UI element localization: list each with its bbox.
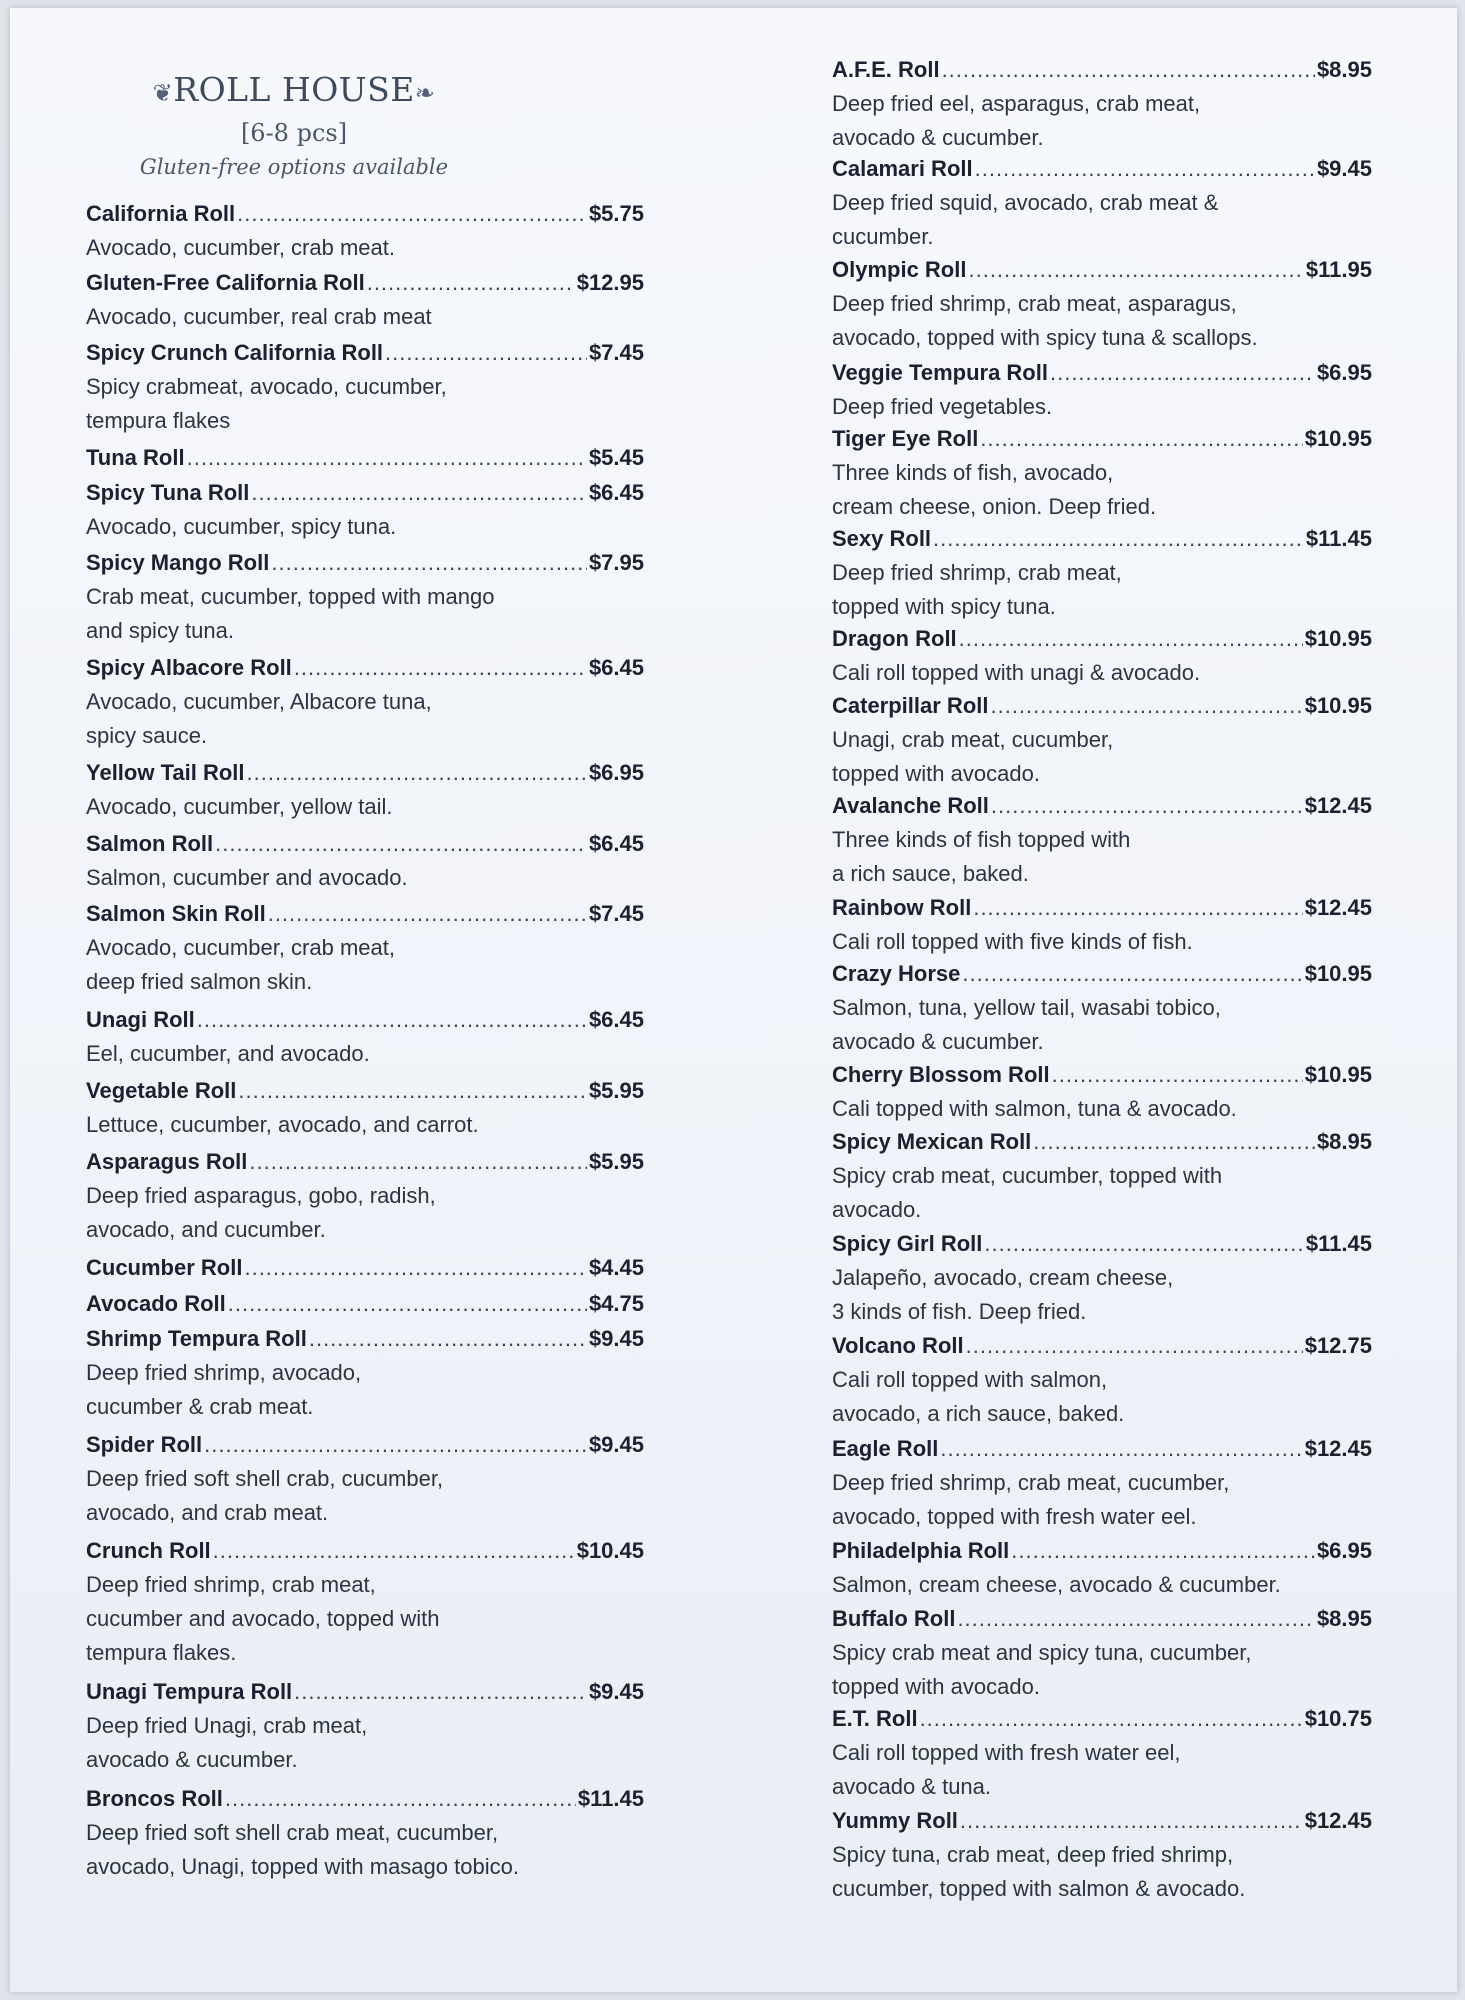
- menu-item-name: Cucumber Roll: [86, 1255, 243, 1280]
- menu-item-description: Deep fried soft shell crab, cucumber, avocado, and crab meat.: [86, 1466, 444, 1525]
- menu-item-description: Spicy crab meat and spicy tuna, cucumber, topped with avocado.: [832, 1640, 1252, 1699]
- menu-item-name: Broncos Roll: [86, 1786, 223, 1811]
- menu-item-name: Calamari Roll: [832, 156, 973, 181]
- menu-item-description: Deep fried squid, avocado, crab meat & cucumber.: [832, 190, 1219, 249]
- menu-item-name: Sexy Roll: [832, 526, 932, 551]
- menu-item-name: Spicy Mango Roll: [86, 550, 270, 575]
- menu-item-description: Jalapeño, avocado, cream cheese, 3 kinds of fish. Deep fried.: [832, 1265, 1174, 1324]
- menu-item-name: Caterpillar Roll: [832, 693, 989, 718]
- menu-item-name: Spicy Mexican Roll: [832, 1129, 1032, 1154]
- menu-item: [86, 826, 646, 895]
- menu-item-description: Deep fried shrimp, avocado, cucumber & crab meat.: [86, 1360, 362, 1419]
- menu-item-price: $6.45: [588, 655, 644, 680]
- menu-item-description: Deep fried shrimp, crab meat, cucumber, avocado, topped with fresh water eel.: [832, 1470, 1230, 1529]
- menu-item-row: [832, 355, 1372, 390]
- menu-item: [86, 1250, 646, 1285]
- menu-item-row: [832, 1601, 1372, 1636]
- menu-item-row: [832, 1057, 1372, 1092]
- menu-item: [86, 1533, 646, 1670]
- menu-item-name: Avocado Roll: [86, 1291, 226, 1316]
- menu-item-price: $6.45: [588, 480, 644, 505]
- menu-item-name: Rainbow Roll: [832, 895, 972, 920]
- dot-leader: [187, 440, 587, 475]
- dot-leader: [980, 421, 1302, 456]
- menu-item-description: Deep fried shrimp, crab meat, asparagus, avocado, topped with spicy tuna & scallops.: [832, 291, 1258, 350]
- menu-item-row: [86, 650, 644, 685]
- menu-item-row: [86, 1286, 644, 1321]
- ornament-left-icon: ❦: [152, 79, 174, 107]
- menu-item-price: $7.45: [588, 340, 644, 365]
- menu-item-name: Salmon Roll: [86, 831, 214, 856]
- dot-leader: [959, 621, 1303, 656]
- dot-leader: [228, 1286, 587, 1321]
- menu-item-row: [832, 956, 1372, 991]
- menu-item-description: Avocado, cucumber, crab meat, deep fried salmon skin.: [86, 935, 395, 994]
- menu-item-price: $7.45: [588, 901, 644, 926]
- menu-item-name: Asparagus Roll: [86, 1149, 248, 1174]
- menu-item-description: Salmon, cucumber and avocado.: [86, 865, 408, 890]
- menu-item-price: $4.75: [588, 1291, 644, 1316]
- menu-item: [832, 1124, 1372, 1227]
- menu-item: [86, 1674, 646, 1777]
- menu-item-description: Eel, cucumber, and avocado.: [86, 1041, 370, 1066]
- menu-item: [86, 1321, 646, 1424]
- menu-item-price: $12.75: [1304, 1333, 1372, 1358]
- menu-item: [86, 265, 646, 334]
- dot-leader: [249, 1144, 587, 1179]
- menu-item-name: Vegetable Roll: [86, 1078, 237, 1103]
- dot-leader: [966, 1328, 1303, 1363]
- dot-leader: [237, 196, 587, 231]
- menu-item-description: Avocado, cucumber, yellow tail.: [86, 794, 393, 819]
- menu-item-description: Deep fried eel, asparagus, crab meat, avocado & cucumber.: [832, 91, 1201, 150]
- dot-leader: [1033, 1124, 1315, 1159]
- menu-item-price: $9.45: [588, 1432, 644, 1457]
- menu-item-price: $11.45: [577, 1786, 644, 1811]
- menu-item-description: Cali roll topped with unagi & avocado.: [832, 660, 1201, 685]
- dot-leader: [215, 826, 587, 861]
- dot-leader: [942, 52, 1315, 87]
- menu-item-row: [832, 1124, 1372, 1159]
- menu-item-price: $12.45: [1304, 1808, 1372, 1833]
- menu-item-name: Crunch Roll: [86, 1538, 211, 1563]
- menu-item-row: [86, 1144, 644, 1179]
- dot-leader: [204, 1427, 587, 1462]
- menu-item: [832, 1431, 1372, 1534]
- menu-item-row: [832, 788, 1372, 823]
- menu-item-name: Gluten-Free California Roll: [86, 270, 365, 295]
- menu-item: [832, 1057, 1372, 1126]
- menu-item-description: Deep fried asparagus, gobo, radish, avocado, and cucumber.: [86, 1183, 436, 1242]
- menu-item-name: Yellow Tail Roll: [86, 760, 245, 785]
- menu-item-price: $11.45: [1305, 1231, 1372, 1256]
- menu-item-row: [86, 265, 644, 300]
- menu-item-description: Spicy crabmeat, avocado, cucumber, tempura flakes: [86, 374, 447, 433]
- menu-item-description: Lettuce, cucumber, avocado, and carrot.: [86, 1112, 479, 1137]
- menu-item-row: [832, 151, 1372, 186]
- menu-item-row: [832, 1803, 1372, 1838]
- dot-leader: [244, 1250, 586, 1285]
- section-title-text: ROLL HOUSE: [173, 70, 415, 109]
- menu-item-description: Deep fried Unagi, crab meat, avocado & cucumber.: [86, 1713, 368, 1772]
- menu-item-name: Buffalo Roll: [832, 1606, 956, 1631]
- menu-item-price: $6.95: [588, 760, 644, 785]
- gluten-free-note: Gluten-free options available: [139, 155, 449, 179]
- menu-item-row: [832, 252, 1372, 287]
- dot-leader: [197, 1002, 587, 1037]
- menu-item: [832, 1601, 1372, 1704]
- menu-item-row: [832, 621, 1372, 656]
- menu-item-description: Deep fried soft shell crab meat, cucumber, avocado, Unagi, topped with masago tobico.: [86, 1820, 519, 1879]
- menu-item: [832, 252, 1372, 355]
- dot-leader: [247, 755, 587, 790]
- menu-item-price: $10.95: [1304, 693, 1372, 718]
- menu-item-name: Olympic Roll: [832, 257, 967, 282]
- menu-item: [86, 475, 646, 544]
- menu-item: [832, 621, 1372, 690]
- dot-leader: [1050, 355, 1315, 390]
- menu-item-row: [86, 1073, 644, 1108]
- menu-item-name: Veggie Tempura Roll: [832, 360, 1048, 385]
- menu-item-row: [832, 688, 1372, 723]
- menu-item-row: [832, 52, 1372, 87]
- menu-item-description: Avocado, cucumber, spicy tuna.: [86, 514, 397, 539]
- menu-item: [86, 1427, 646, 1530]
- menu-item-name: Eagle Roll: [832, 1436, 939, 1461]
- menu-item: [86, 1002, 646, 1071]
- menu-item-name: Crazy Horse: [832, 961, 961, 986]
- menu-item-price: $6.95: [1316, 1538, 1372, 1563]
- menu-item-price: $5.95: [588, 1149, 644, 1174]
- menu-item-row: [86, 1427, 644, 1462]
- menu-item-price: $8.95: [1316, 1129, 1372, 1154]
- menu-item-row: [832, 890, 1372, 925]
- menu-item-description: Avocado, cucumber, Albacore tuna, spicy sauce.: [86, 689, 432, 748]
- menu-item-price: $6.45: [588, 1007, 644, 1032]
- dot-leader: [968, 252, 1303, 287]
- menu-item: [86, 440, 646, 475]
- dot-leader: [271, 545, 587, 580]
- dot-leader: [309, 1321, 587, 1356]
- menu-item: [86, 1073, 646, 1142]
- menu-header: [86, 68, 502, 183]
- menu-item: [832, 1701, 1372, 1804]
- menu-item: [832, 788, 1372, 891]
- dot-leader: [367, 265, 575, 300]
- menu-item-price: $11.95: [1305, 257, 1372, 282]
- menu-item-name: Philadelphia Roll: [832, 1538, 1010, 1563]
- menu-item-price: $7.95: [588, 550, 644, 575]
- menu-item-description: Cali topped with salmon, tuna & avocado.: [832, 1096, 1237, 1121]
- dot-leader: [294, 1674, 587, 1709]
- menu-item-description: Deep fried vegetables.: [832, 394, 1053, 419]
- menu-item-name: Cherry Blossom Roll: [832, 1062, 1050, 1087]
- dot-leader: [225, 1781, 576, 1816]
- menu-item-name: Shrimp Tempura Roll: [86, 1326, 307, 1351]
- menu-item: [86, 1781, 646, 1884]
- menu-item-row: [86, 196, 644, 231]
- pieces-note: [6-8 pcs]: [240, 119, 348, 147]
- menu-item-price: $4.45: [588, 1255, 644, 1280]
- menu-item-row: [86, 1781, 644, 1816]
- menu-item: [832, 1533, 1372, 1602]
- menu-item-description: Deep fried shrimp, crab meat, topped with spicy tuna.: [832, 560, 1122, 619]
- menu-item: [832, 355, 1372, 424]
- menu-item-name: Spicy Tuna Roll: [86, 480, 250, 505]
- dot-leader: [940, 1431, 1302, 1466]
- menu-item-price: $12.45: [1304, 793, 1372, 818]
- menu-item-price: $10.75: [1304, 1706, 1372, 1731]
- dot-leader: [962, 956, 1302, 991]
- dot-leader: [984, 1226, 1304, 1261]
- dot-leader: [920, 1701, 1303, 1736]
- menu-item-price: $8.95: [1316, 1606, 1372, 1631]
- menu-item-description: Cali roll topped with five kinds of fish.: [832, 929, 1193, 954]
- menu-item-price: $10.95: [1304, 961, 1372, 986]
- menu-item-row: [832, 1431, 1372, 1466]
- menu-item: [86, 755, 646, 824]
- menu-item-description: Salmon, cream cheese, avocado & cucumber.: [832, 1572, 1281, 1597]
- menu-item-row: [86, 1250, 644, 1285]
- menu-item-price: $5.75: [588, 201, 644, 226]
- menu-item-price: $9.45: [1316, 156, 1372, 181]
- menu-item: [86, 545, 646, 648]
- menu-item-price: $12.45: [1304, 1436, 1372, 1461]
- dot-leader: [933, 521, 1304, 556]
- dot-leader: [975, 151, 1315, 186]
- menu-item-description: Unagi, crab meat, cucumber, topped with avocado.: [832, 727, 1114, 786]
- menu-item-description: Spicy crab meat, cucumber, topped with avocado.: [832, 1163, 1223, 1222]
- menu-item-name: Unagi Tempura Roll: [86, 1679, 293, 1704]
- menu-item: [86, 896, 646, 999]
- dot-leader: [251, 475, 587, 510]
- menu-item: [832, 1226, 1372, 1329]
- menu-item-name: Tuna Roll: [86, 445, 185, 470]
- dot-leader: [268, 896, 587, 931]
- menu-item-description: Deep fried shrimp, crab meat, cucumber and avocado, topped with tempura flakes.: [86, 1572, 440, 1665]
- dot-leader: [960, 1803, 1303, 1838]
- menu-item-name: Tiger Eye Roll: [832, 426, 979, 451]
- menu-item: [832, 1803, 1372, 1906]
- menu-item-row: [832, 1533, 1372, 1568]
- menu-item-row: [86, 896, 644, 931]
- dot-leader: [238, 1073, 587, 1108]
- menu-item: [86, 196, 646, 265]
- menu-item-description: Salmon, tuna, yellow tail, wasabi tobico, avocado & cucumber.: [832, 995, 1221, 1054]
- section-title: [86, 68, 502, 115]
- menu-item: [86, 335, 646, 438]
- menu-item-description: Crab meat, cucumber, topped with mango and spicy tuna.: [86, 584, 495, 643]
- menu-item: [86, 1286, 646, 1321]
- menu-item-price: $10.45: [576, 1538, 644, 1563]
- menu-item-description: Three kinds of fish topped with a rich sauce, baked.: [832, 827, 1131, 886]
- menu-item-row: [832, 1701, 1372, 1736]
- menu-item-row: [86, 1533, 644, 1568]
- menu-item-description: Spicy tuna, crab meat, deep fried shrimp, cucumber, topped with salmon & avocado.: [832, 1842, 1246, 1901]
- menu-item-name: Spicy Albacore Roll: [86, 655, 292, 680]
- menu-item-description: Cali roll topped with fresh water eel, avocado & tuna.: [832, 1740, 1181, 1799]
- menu-item-row: [832, 1328, 1372, 1363]
- menu-item-price: $10.95: [1304, 626, 1372, 651]
- menu-item-name: E.T. Roll: [832, 1706, 918, 1731]
- menu-item-row: [832, 1226, 1372, 1261]
- menu-item-row: [832, 421, 1372, 456]
- menu-item-description: Cali roll topped with salmon, avocado, a rich sauce, baked.: [832, 1367, 1125, 1426]
- menu-item-row: [832, 521, 1372, 556]
- menu-item-name: Spicy Girl Roll: [832, 1231, 983, 1256]
- menu-item-price: $6.95: [1316, 360, 1372, 385]
- menu-item-price: $12.95: [576, 270, 644, 295]
- dot-leader: [957, 1601, 1315, 1636]
- menu-item-price: $8.95: [1316, 57, 1372, 82]
- menu-item-price: $11.45: [1305, 526, 1372, 551]
- menu-item-name: Dragon Roll: [832, 626, 957, 651]
- menu-item-price: $9.45: [588, 1326, 644, 1351]
- menu-item-price: $12.45: [1304, 895, 1372, 920]
- menu-item-price: $9.45: [588, 1679, 644, 1704]
- menu-item-row: [86, 475, 644, 510]
- menu-item: [832, 956, 1372, 1059]
- dot-leader: [1052, 1057, 1303, 1092]
- menu-item-row: [86, 755, 644, 790]
- menu-item-row: [86, 335, 644, 370]
- dot-leader: [973, 890, 1302, 925]
- menu-item: [86, 650, 646, 753]
- menu-item: [832, 421, 1372, 524]
- menu-item-name: Avalanche Roll: [832, 793, 989, 818]
- menu-item: [832, 151, 1372, 254]
- menu-item-description: Three kinds of fish, avocado, cream cheese, onion. Deep fried.: [832, 460, 1157, 519]
- menu-item: [832, 1328, 1372, 1431]
- menu-item-row: [86, 1674, 644, 1709]
- dot-leader: [294, 650, 587, 685]
- menu-item-row: [86, 440, 644, 475]
- menu-item-row: [86, 826, 644, 861]
- menu-item-price: $5.45: [588, 445, 644, 470]
- menu-item-name: Volcano Roll: [832, 1333, 964, 1358]
- menu-item: [832, 521, 1372, 624]
- menu-item-name: A.F.E. Roll: [832, 57, 940, 82]
- menu-item-row: [86, 1321, 644, 1356]
- menu-item-name: Spider Roll: [86, 1432, 203, 1457]
- dot-leader: [991, 788, 1303, 823]
- menu-item-name: Yummy Roll: [832, 1808, 958, 1833]
- dot-leader: [213, 1533, 575, 1568]
- menu-item-row: [86, 545, 644, 580]
- ornament-right-icon: ❧: [414, 79, 436, 107]
- menu-item-row: [86, 1002, 644, 1037]
- menu-item-price: $6.45: [588, 831, 644, 856]
- menu-item-price: $10.95: [1304, 426, 1372, 451]
- menu-item: [832, 52, 1372, 155]
- menu-item: [832, 890, 1372, 959]
- menu-item: [86, 1144, 646, 1247]
- dot-leader: [385, 335, 587, 370]
- dot-leader: [990, 688, 1302, 723]
- menu-item-name: Spicy Crunch California Roll: [86, 340, 384, 365]
- menu-item-price: $10.95: [1304, 1062, 1372, 1087]
- menu-item-price: $5.95: [588, 1078, 644, 1103]
- dot-leader: [1011, 1533, 1315, 1568]
- menu-item-name: Salmon Skin Roll: [86, 901, 266, 926]
- menu-item-description: Avocado, cucumber, crab meat.: [86, 235, 395, 260]
- menu-item: [832, 688, 1372, 791]
- menu-item-name: Unagi Roll: [86, 1007, 195, 1032]
- menu-page: [10, 8, 1457, 1992]
- menu-item-description: Avocado, cucumber, real crab meat: [86, 304, 432, 329]
- menu-item-name: California Roll: [86, 201, 236, 226]
